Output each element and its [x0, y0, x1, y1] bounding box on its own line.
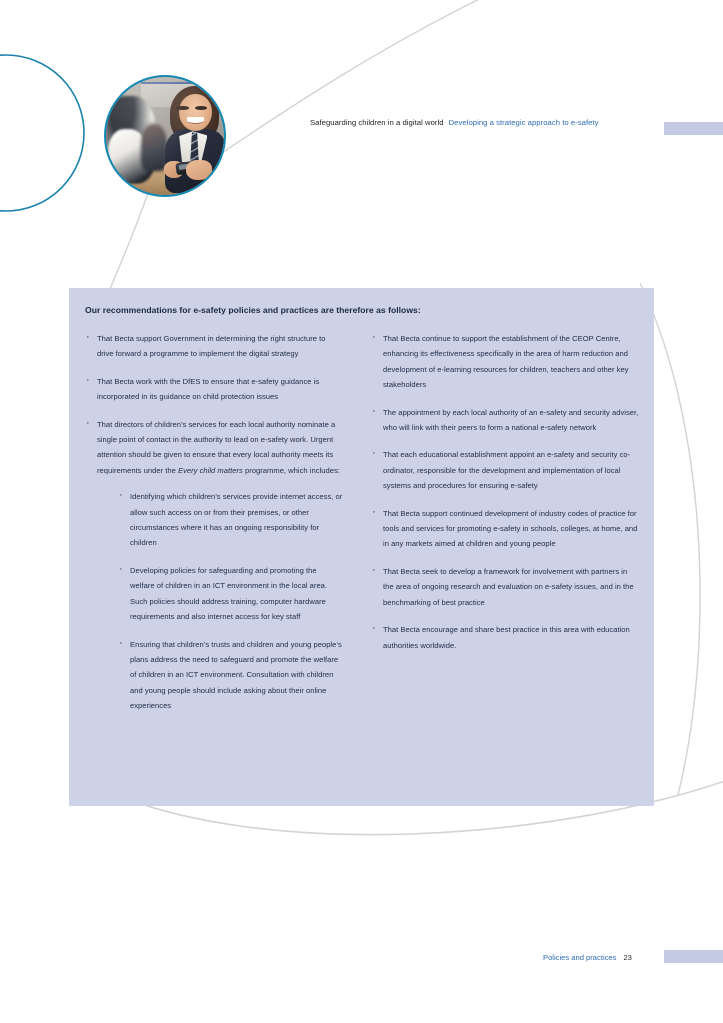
list-item-text: That Becta work with the DfES to ensure that e-safety guidance is incorporated in its guidance on child protection issues	[97, 376, 320, 402]
list-item	[119, 637, 343, 714]
list-item	[371, 506, 639, 552]
page-number: 23	[623, 953, 632, 962]
recommendations-left-column	[85, 331, 343, 726]
list-item	[85, 417, 343, 714]
list-item-text: That Becta seek to develop a framework for involvement with partners in the area of ongoing research and evaluation on e-safety issues, and in the benchmarking of best practice	[383, 566, 634, 607]
arc-upper-right	[219, 0, 515, 155]
header-title-main: Safeguarding children in a digital world	[310, 118, 444, 127]
footer-section-label: Policies and practices	[543, 953, 617, 962]
header-photo	[104, 75, 226, 197]
list-item-text: Ensuring that children’s trusts and children and young people’s plans address the need to safeguard and promote the welfare of children in an ICT environment. Consultation with children and young people should include asking about their online experiences	[130, 639, 342, 711]
list-item-text: Developing policies for safeguarding and promoting the welfare of children in an ICT environment in the local area. Such policies should address training, computer hardware requirements and also internet access for key staff	[130, 565, 328, 622]
list-item-text: That Becta support continued development of industry codes of practice for tools and services for promoting e-safety in schools, colleges, at home, and in any markets aimed at children and young people	[383, 508, 638, 549]
list-item-text-after: programme, which includes:	[242, 465, 340, 475]
footer-colour-swatch	[664, 950, 723, 963]
list-item-text-before: That directors of children’s services for each local authority nominate a single point of contact in the authority to lead on e-safety work. Urgent attention should be given to ensure that every local authority meets its requirements under the	[97, 419, 336, 475]
list-item	[119, 489, 343, 551]
list-item-text: That Becta continue to support the establishment of the CEOP Centre, enhancing its effectiveness specifically in the area of harm reduction and development of e-learning resources for children, teachers and other key stakeholders	[383, 334, 629, 390]
footer	[543, 953, 632, 962]
recommendations-sub-list	[97, 489, 343, 713]
recommendations-heading: Our recommendations for e-safety policies and practices are therefore as follows:	[85, 305, 421, 315]
list-item-text: Identifying which children’s services provide internet access, or allow such access on or from their premises, or other circumstances where it has an ongoing responsibility for children	[130, 492, 343, 548]
photo-highlight	[106, 77, 224, 195]
list-item	[371, 622, 639, 653]
list-item-text: That Becta encourage and share best practice in this area with education authorities worldwide.	[383, 625, 630, 650]
list-item-text: That Becta support Government in determining the right structure to drive forward a programme to implement the digital strategy	[97, 334, 326, 359]
list-item	[85, 331, 343, 362]
list-item	[371, 331, 639, 393]
list-item	[371, 564, 639, 610]
recommendations-right-column	[371, 331, 639, 726]
recommendations-columns	[85, 331, 644, 726]
list-item	[371, 447, 639, 493]
list-item-italic-title: Every child matters	[177, 465, 243, 475]
header-colour-swatch	[664, 122, 723, 135]
list-item-text: That each educational establishment appoint an e-safety and security co-ordinator, responsible for the development and implementation of local systems and procedures for ensuring e-safety	[383, 450, 631, 491]
photo-image	[106, 77, 224, 195]
recommendations-left-list	[85, 331, 343, 714]
teal-circle-outline	[0, 55, 84, 211]
list-item	[371, 405, 639, 436]
running-header	[310, 118, 655, 127]
recommendations-right-list	[371, 331, 639, 653]
arc-lower-left	[106, 193, 148, 300]
header-title-sub: Developing a strategic approach to e-safety	[448, 118, 599, 127]
recommendations-panel	[69, 288, 654, 806]
list-item-text: The appointment by each local authority of an e-safety and security adviser, who will link with their peers to form a national e-safety network	[383, 407, 639, 433]
list-item	[85, 374, 343, 405]
list-item	[119, 563, 343, 625]
